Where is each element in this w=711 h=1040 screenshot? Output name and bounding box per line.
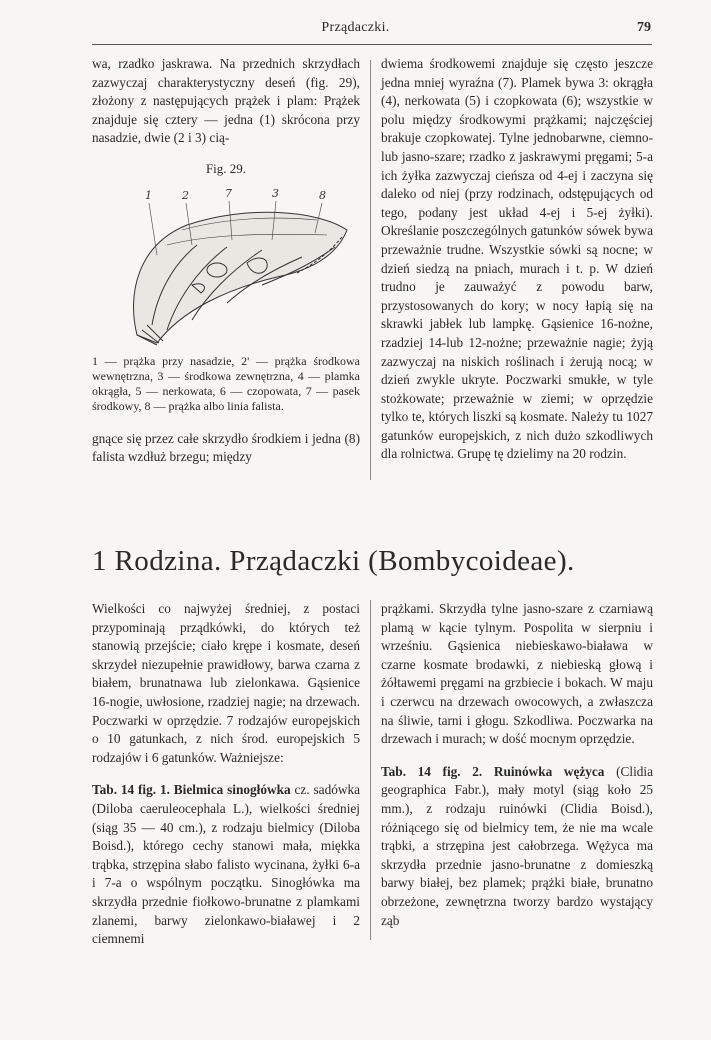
figure-mark-4: 3 (272, 186, 279, 200)
top-left-paragraph-2: gnące się przez całe skrzydło środkiem i jedna (8) falista wzdłuż brzegu; między (92, 430, 360, 465)
page-number: 79 (637, 20, 651, 35)
figure-mark-2: 2 (182, 188, 189, 202)
column-divider-top (370, 60, 371, 480)
top-left-column (92, 55, 360, 467)
top-right-paragraph: dwiema środkowemi znajduje się często jeszcze jedna mniej wyraźna (7). Plamek bywa 3: okrągła (4), nerkowata (5) i czopkowata (6); wszystkie w polu między środkowymi prążkami; najczęściej brakuje czopkowatej. Tylne jednobarwne, ciemno- lub jasno-szare; rzadko z jaskrawymi pręgami; 5-a ich żyłka zazwyczaj cieńsza od 4-ej i zaczyna się daleko od niej (przy rodzinach, odstępujących od tego, podany jest układ 4-ej i 5-ej żyłki). Określanie poszczególnych gatunków sówek bywa przeważnie trudne. Wszystkie sówki są nocne; w dzień siedzą na pniach, murach i t. p. W dzień trudno je zauważyć z powodu barw, przystosowanych do kory; w nocy łapią się na skrawki jabłek lub lampkę. Gąsienice 16-nożne, rzadziej 14-lub 12-nożne; przeważnie nagie; żyją zazwyczaj na niskich roślinach i żerują nocą; w dzień zwykle ukryte. Poczwarki smukłe, w tyle stożkowate; przeważnie w ziemi; w oprzędzie tylko te, których liszki są kosmate. Należy tu 1027 gatunków europejskich, z nich dużo szkodliwych dla rolnictwa. Grupę tę dzielimy na 20 rodzin. (381, 56, 653, 462)
species-continued-paragraph: prążkami. Skrzydła tylne jasno-szare z czarniawą plamą w kącie tylnym. Pospolita w sierpniu i wrześniu. Gąsienica niebieskawo-biaława w czarne kosmate brodawki, z niebieską głową i żółtawemi pręgami na grzbiecie i bokach. W maju i czerwcu na drzewach owocowych, a zwłaszcza na śliwie, tarni i głogu. Szkodliwa. Poczwarka na drzewach i murach; w dość mocnym oprzędzie. (381, 601, 653, 747)
moth-wing-figure (97, 185, 355, 350)
species-description-1: cz. sadówka (Diloba caeruleocephala L.), wielkości średniej (siąg 35 — 40 cm.), z rodzaju bielmicy (Diloba Boisd.), którego cechy stanowi mała, miękka trąbka, strzępina słabo falisto wycinana, żyłki 6-a i 7-a o wspólnym początku. Sinogłówka ma skrzydła przednie fiołkowo-brunatne z plamkami zlanemi, barwy zielonkawo-białawej i 2 ciemnemi (92, 782, 361, 947)
figure-mark-5: 8 (319, 188, 326, 202)
bottom-right-column (381, 600, 653, 930)
species-entry-2 (381, 763, 653, 930)
figure-label: Fig. 29. (205, 160, 247, 176)
plate-reference-1: Tab. 14 fig. 1. (92, 782, 170, 798)
figure-mark-1: 1 (145, 188, 152, 202)
header-rule (92, 44, 652, 45)
species-name-1: Bielmica sinogłówka (173, 782, 291, 798)
figure-mark-3: 7 (225, 186, 232, 200)
bottom-left-column (92, 600, 360, 949)
species-name-2: Ruinówka wężyca (493, 763, 605, 779)
section-heading: 1 Rodzina. Prządaczki (Bombycoideae). (92, 545, 575, 577)
column-divider-bottom (370, 600, 371, 940)
plate-reference-2: Tab. 14 fig. 2. (381, 763, 483, 779)
figure-caption: 1 — prążka przy nasadzie, 2' — prążka środkowa wewnętrzna, 3 — środkowa zewnętrzna, 4 — plamka okrągła, 5 — nerkowata, 6 — czopowata, 7 — pasek środkowy, 8 — prążka albo linia falista. (92, 353, 360, 413)
top-right-column (381, 55, 653, 464)
species-description-2: (Clidia geographica Fabr.), mały motyl (siąg koło 25 mm.), z rodzaju ruinówki (Clidia Boisd.), różniącego się od bielmicy tem, że nie ma wcale trąbki, a strzępina jest całobrzega. Wężyca ma skrzydła przednie jasno-brunatne z domieszką barwy białej, bez plamek; prążki białe, brunatno obrzeżone, zewnętrzna tworzy bardzo wystający ząb (381, 763, 654, 928)
running-header-title: Prządaczki. (321, 20, 390, 35)
top-left-paragraph-1: wa, rzadko jaskrawa. Na przednich skrzydłach zazwyczaj charakterystyczny deseń (fig. 29), złożony z następujących prążek i plam: Prążek znajduje się cztery — jedna (1) skrócona przy nasadzie, dwie (2 i 3) cią- (92, 56, 360, 146)
species-entry-1 (92, 781, 360, 948)
family-intro-paragraph: Wielkości co najwyżej średniej, z postaci przypominają prządkówki, do których też stanowią przejście; ciało krępe i kosmate, deseń skrzydeł niezupełnie prawidłowy, barwa czarna z białem, brunatnawa lub zielonkawa. Gąsienice 16-nogie, uwłosione, rzadziej nagie; na drzewach. Poczwarki w oprzędzie. 7 rodzajów europejskich o 10 gatunkach, z nich środ. europejskich 5 rodzajów i 6 gatunków. Ważniejsze: (92, 601, 360, 765)
